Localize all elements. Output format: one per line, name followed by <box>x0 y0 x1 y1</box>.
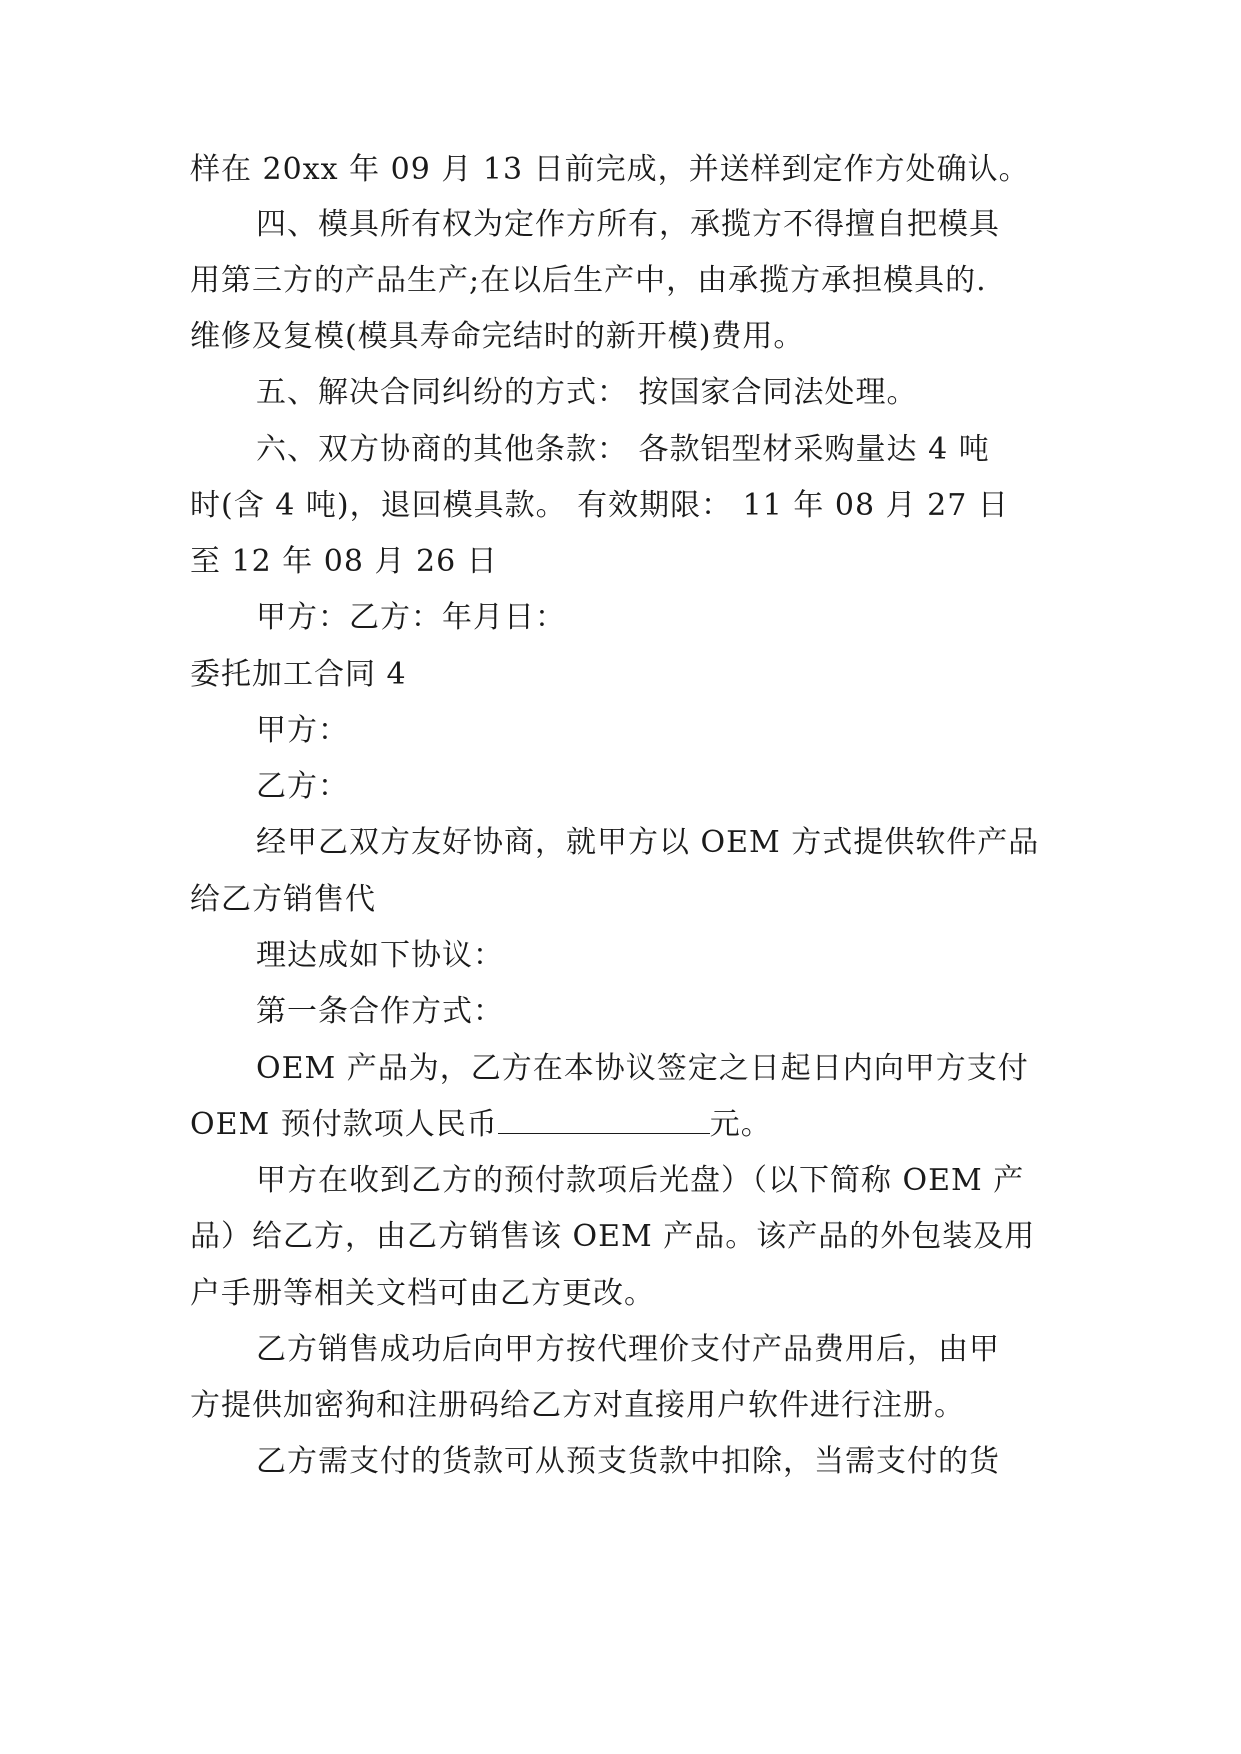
paragraph-line: 时(含 4 吨)，退回模具款。 有效期限： 11 年 08 月 27 日 <box>190 488 1009 523</box>
paragraph-line: 品）给乙方，由乙方销售该 OEM 产品。该产品的外包装及用 <box>190 1219 1036 1254</box>
paragraph-line: 甲方在收到乙方的预付款项后光盘）（以下简称 OEM 产 <box>256 1163 1025 1198</box>
paragraph-line: 经甲乙双方友好协商，就甲方以 OEM 方式提供软件产品 <box>256 825 1040 860</box>
fill-in-blank <box>498 1109 710 1134</box>
paragraph-line: 甲方：乙方：年月日： <box>256 600 566 635</box>
text-segment: OEM 预付款项人民币 <box>190 1107 498 1142</box>
paragraph-line: 至 12 年 08 月 26 日 <box>190 544 498 579</box>
paragraph-line: 甲方： <box>256 713 349 748</box>
paragraph-line <box>190 1105 772 1145</box>
paragraph-line: 方提供加密狗和注册码给乙方对直接用户软件进行注册。 <box>190 1388 965 1423</box>
paragraph-line: 乙方： <box>256 769 349 804</box>
paragraph-line: 样在 20xx 年 09 月 13 日前完成，并送样到定作方处确认。 <box>190 152 1030 187</box>
paragraph-line: 乙方销售成功后向甲方按代理价支付产品费用后，由甲 <box>256 1332 1000 1367</box>
paragraph-line: 六、双方协商的其他条款： 各款铝型材采购量达 4 吨 <box>256 432 990 467</box>
paragraph-line: 四、模具所有权为定作方所有，承揽方不得擅自把模具 <box>256 207 1000 242</box>
paragraph-line: 用第三方的产品生产;在以后生产中，由承揽方承担模具的. <box>190 263 987 298</box>
paragraph-line: 户手册等相关文档可由乙方更改。 <box>190 1276 655 1311</box>
section-title: 委托加工合同 4 <box>190 657 407 692</box>
paragraph-line: OEM 产品为，乙方在本协议签定之日起日内向甲方支付 <box>256 1051 1029 1086</box>
paragraph-line: 五、解决合同纠纷的方式： 按国家合同法处理。 <box>256 375 918 410</box>
text-segment: 元。 <box>709 1107 772 1142</box>
paragraph-line: 理达成如下协议： <box>256 938 504 973</box>
paragraph-line: 乙方需支付的货款可从预支货款中扣除，当需支付的货 <box>256 1444 1000 1479</box>
paragraph-line: 维修及复模(模具寿命完结时的新开模)费用。 <box>190 319 805 354</box>
paragraph-line: 给乙方销售代 <box>190 882 376 917</box>
paragraph-line: 第一条合作方式： <box>256 994 504 1029</box>
